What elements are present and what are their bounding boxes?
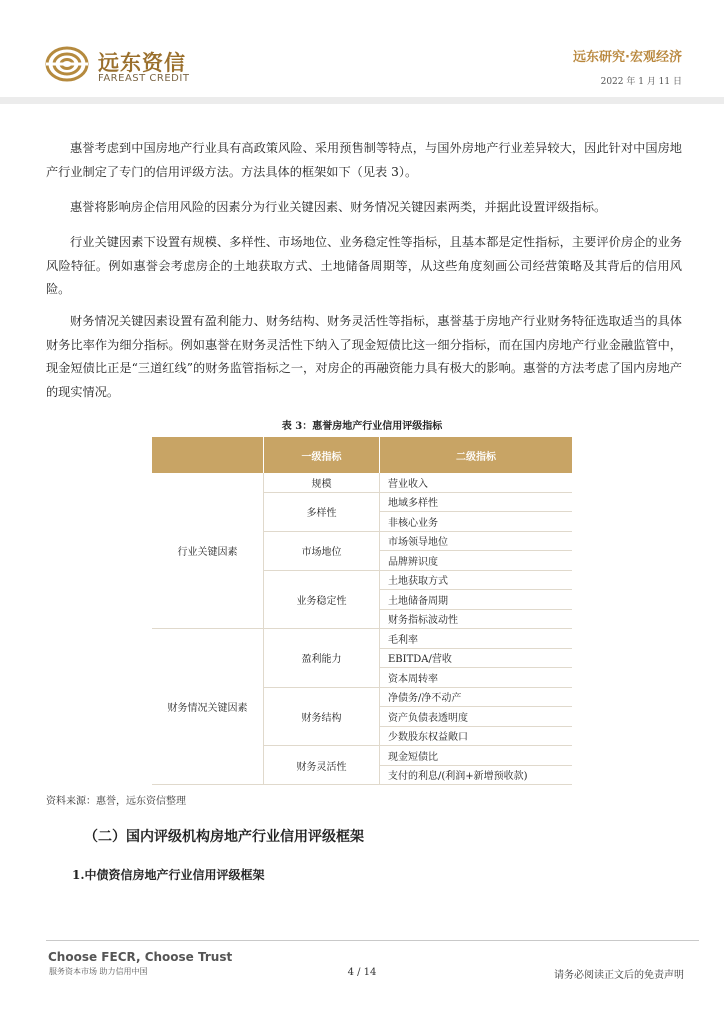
level2-cell: 净债务/净不动产: [380, 687, 573, 707]
paragraph-2: 惠誉将影响房企信用风险的因素分为行业关键因素、财务情况关键因素两类，并据此设置评级指标。: [70, 200, 607, 214]
level1-cell: 盈利能力: [264, 629, 380, 688]
table-header-blank: [152, 437, 264, 473]
subsection-title: 1.中债资信房地产行业信用评级框架: [72, 868, 265, 882]
level2-cell: 财务指标波动性: [380, 609, 573, 629]
level1-cell: 市场地位: [264, 531, 380, 570]
level2-cell: 资产负债表透明度: [380, 707, 573, 727]
level2-cell: 土地储备周期: [380, 590, 573, 610]
report-date: 2022 年 1 月 11 日: [600, 77, 682, 87]
level1-cell: 规模: [264, 473, 380, 492]
level1-cell: 多样性: [264, 492, 380, 531]
group-cell: 行业关键因素: [152, 473, 264, 629]
level2-cell: EBITDA/营收: [380, 648, 573, 668]
level1-cell: 财务灵活性: [264, 746, 380, 785]
logo-english-name: FAREAST CREDIT: [98, 73, 190, 84]
level2-cell: 营业收入: [380, 473, 573, 492]
footer-divider: [46, 940, 699, 941]
report-category: 远东研究·宏观经济: [573, 50, 682, 65]
rating-indicator-table: [152, 437, 572, 785]
level2-cell: 市场领导地位: [380, 531, 573, 551]
group-cell: 财务情况关键因素: [152, 629, 264, 785]
logo-chinese-name: 远东资信: [98, 51, 186, 75]
level2-cell: 支付的利息/(利润+新增预收款): [380, 765, 573, 785]
level2-cell: 土地获取方式: [380, 570, 573, 590]
level1-cell: 财务结构: [264, 687, 380, 746]
table-header-row: [152, 437, 572, 473]
page-number: 4 / 14: [347, 967, 377, 978]
table-caption: 表 3：惠誉房地产行业信用评级指标: [281, 421, 443, 432]
level2-cell: 资本周转率: [380, 668, 573, 688]
table-header-level1: 一级指标: [264, 437, 380, 473]
fareast-logo-icon: [44, 44, 90, 84]
level2-cell: 少数股东权益敞口: [380, 726, 573, 746]
table-header-level2: 二级指标: [380, 437, 573, 473]
paragraph-3: 行业关键因素下设置有规模、多样性、市场地位、业务稳定性等指标，且基本都是定性指标，主要评价房企的业务风险特征。例如惠誉会考虑房企的土地获取方式、土地储备周期等，从这些角度刻画公司经营策略及其背后的信用风险。: [46, 235, 682, 296]
paragraph-4: 财务情况关键因素设置有盈利能力、财务结构、财务灵活性等指标，惠誉基于房地产行业财务特征选取适当的具体财务比率作为细分指标。例如惠誉在财务灵活性下纳入了现金短债比这一细分指标，而在国内房地产行业金融监管中，现金短债比正是“三道红线”的财务监管指标之一，对房企的再融资能力具有极大的影响。惠誉的方法考虑了国内房地产的现实情况。: [46, 314, 682, 399]
section-title: （二）国内评级机构房地产行业信用评级框架: [84, 829, 364, 845]
level1-cell: 业务稳定性: [264, 570, 380, 629]
disclaimer-note: 请务必阅读正文后的免责声明: [554, 970, 684, 981]
level2-cell: 品牌辨识度: [380, 551, 573, 571]
table-row: [152, 629, 572, 649]
header-divider: [0, 97, 724, 104]
footer-slogan: Choose FECR, Choose Trust: [48, 950, 233, 964]
table-row: [152, 473, 572, 492]
paragraph-1: 惠誉考虑到中国房地产行业具有高政策风险、采用预售制等特点，与国外房地产行业差异较大，因此针对中国房地产行业制定了专门的信用评级方法。方法具体的框架如下（见表 3）。: [46, 141, 682, 179]
level2-cell: 非核心业务: [380, 512, 573, 532]
table-source-note: 资料来源：惠誉，远东资信整理: [46, 796, 186, 807]
footer-sub-slogan: 服务资本市场 助力信用中国: [49, 967, 148, 976]
level2-cell: 毛利率: [380, 629, 573, 649]
level2-cell: 地域多样性: [380, 492, 573, 512]
level2-cell: 现金短债比: [380, 746, 573, 766]
